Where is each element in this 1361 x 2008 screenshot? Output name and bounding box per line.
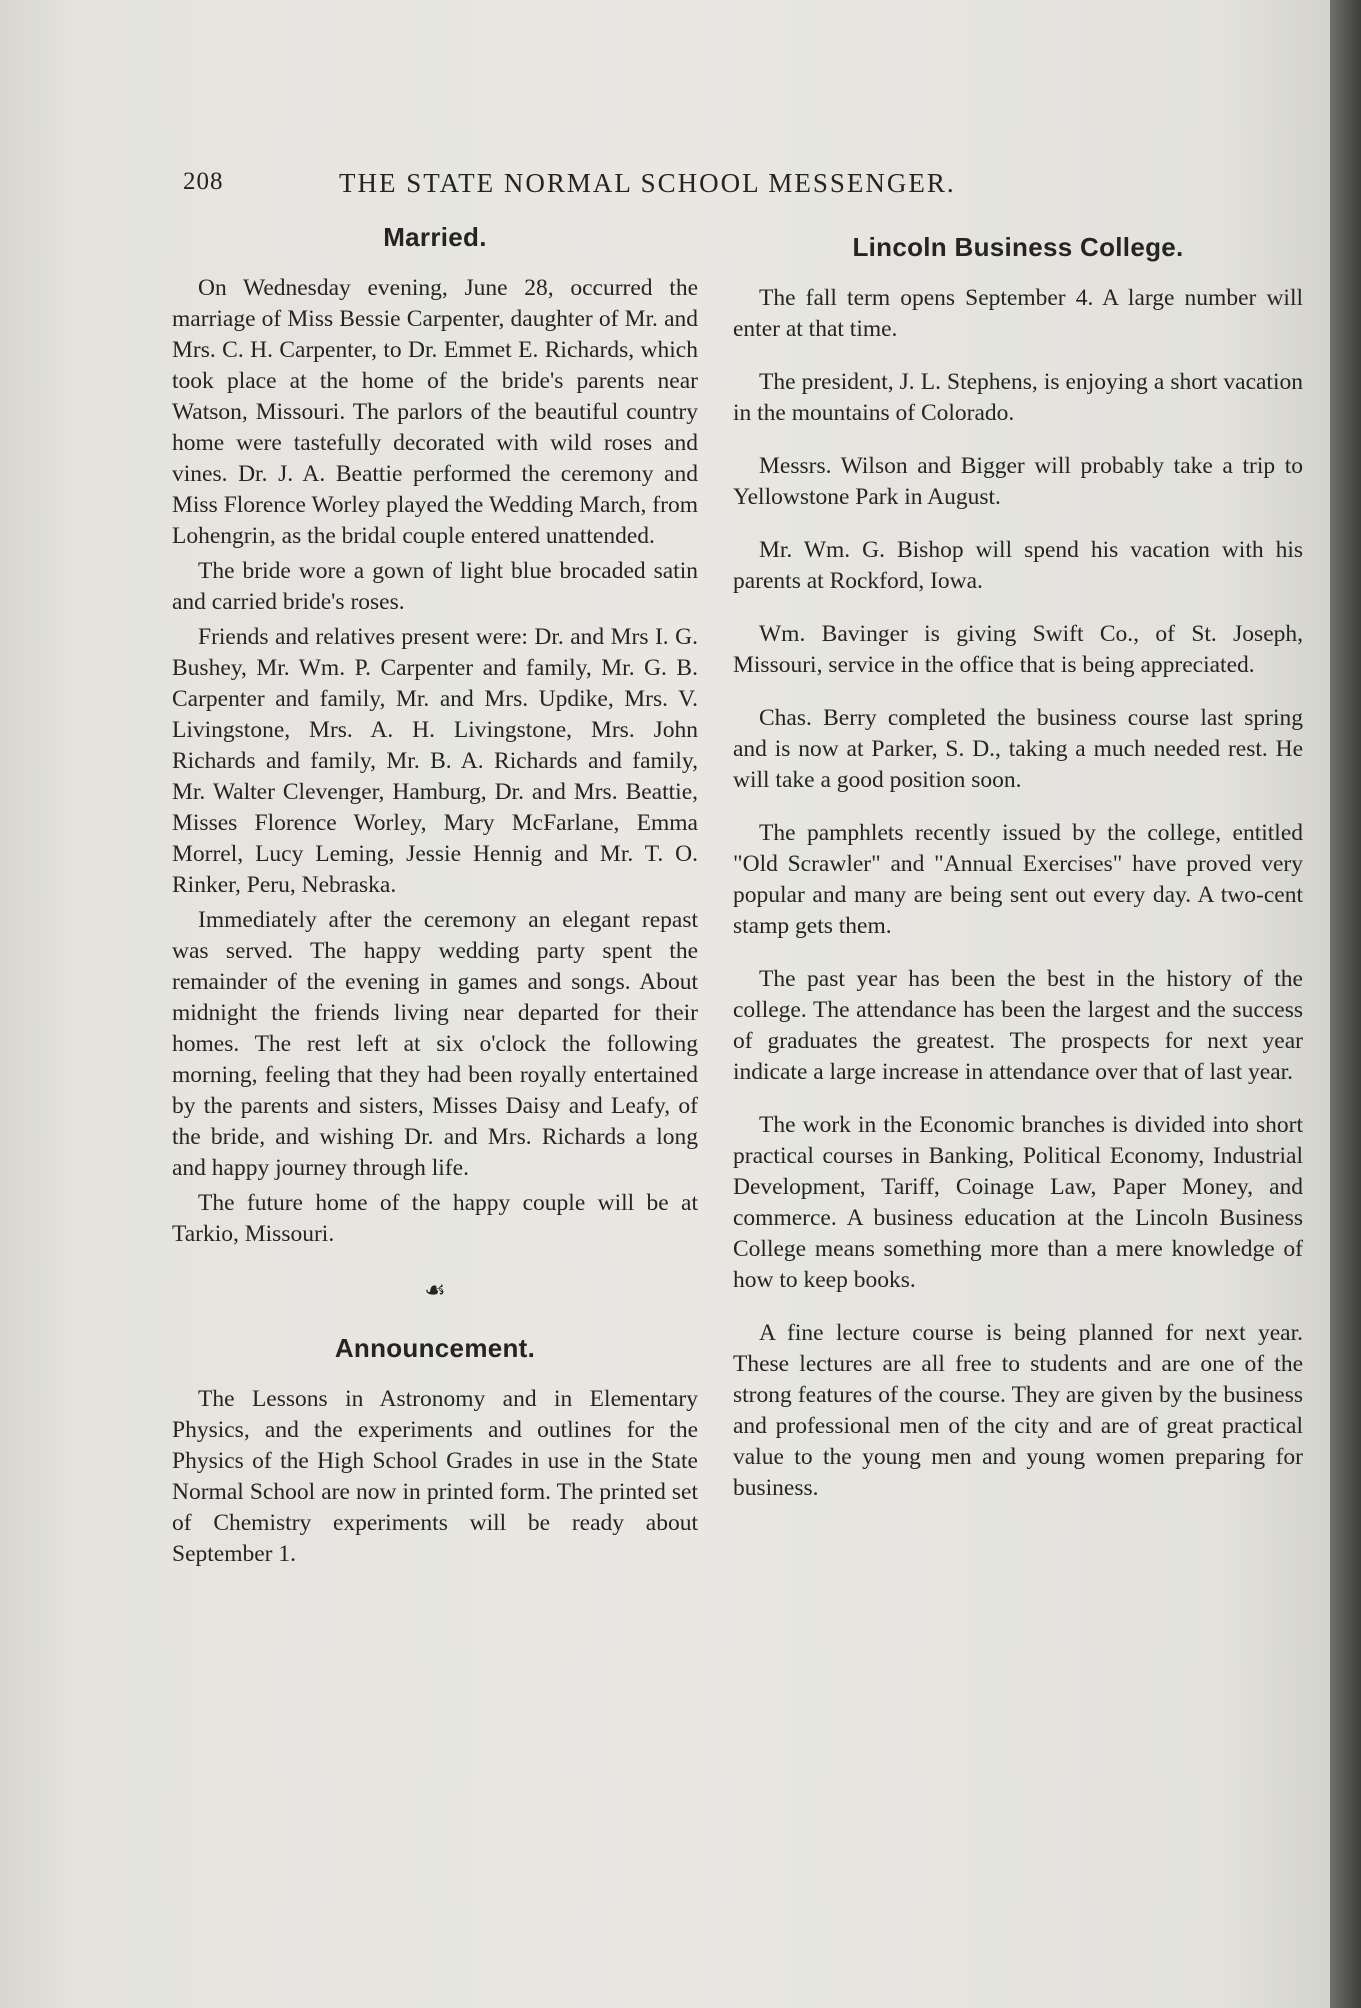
married-heading: Married.	[383, 222, 487, 252]
binding-edge	[1330, 0, 1361, 2008]
married-paragraph: Immediately after the ceremony an elegant repast was served. The happy wedding party spent the remainder of the evening in games and songs. About midnight the friends living near departed for their homes. The rest left at six o'clock the following morning, feeling that they had been royally entertained by the parents and sisters, Misses Daisy and Leafy, of the bride, and wishing Dr. and Mrs. Richards a long and happy journey through life.	[172, 907, 698, 1181]
lincoln-paragraph: The pamphlets recently issued by the college, entitled "Old Scrawler" and "Annual Exercises" have proved very popular and many are being sent out every day. A two-cent stamp gets them.	[733, 820, 1303, 939]
lincoln-paragraph: Wm. Bavinger is giving Swift Co., of St. Joseph, Missouri, service in the office that is being appreciated.	[733, 621, 1303, 678]
running-header	[183, 168, 1293, 208]
lincoln-paragraph: A fine lecture course is being planned for next year. These lectures are all free to students and are one of the strong features of the course. They are given by the business and professional men of the city and are of great practical value to the young men and young women preparing for business.	[733, 1320, 1303, 1501]
lincoln-college-article	[733, 232, 1303, 1504]
married-paragraph: The future home of the happy couple will be at Tarkio, Missouri.	[172, 1190, 698, 1247]
section-ornament: ☙	[424, 1278, 446, 1304]
married-article	[172, 222, 698, 1250]
lincoln-college-heading: Lincoln Business College.	[852, 232, 1184, 262]
lincoln-paragraph: The past year has been the best in the history of the college. The attendance has been the largest and the success of graduates the greatest. The prospects for next year indicate a large increase in attendance over that of last year.	[733, 966, 1303, 1085]
lincoln-paragraph: Messrs. Wilson and Bigger will probably take a trip to Yellowstone Park in August.	[733, 453, 1303, 510]
lincoln-paragraph: Chas. Berry completed the business course last spring and is now at Parker, S. D., taking a much needed rest. He will take a good position soon.	[733, 705, 1303, 793]
married-paragraph: Friends and relatives present were: Dr. and Mrs I. G. Bushey, Mr. Wm. P. Carpenter and family, Mr. G. B. Carpenter and family, Mr. and Mrs. Updike, Mrs. V. Livingstone, Mrs. A. H. Livingstone, Mrs. John Richards and family, Mr. B. A. Richards and family, Mr. Walter Clevenger, Hamburg, Dr. and Mrs. Beattie, Misses Florence Worley, Mary McFarlane, Emma Morrel, Lucy Leming, Jessie Hennig and Mr. T. O. Rinker, Peru, Nebraska.	[172, 624, 698, 898]
lincoln-paragraph: The fall term opens September 4. A large number will enter at that time.	[733, 285, 1303, 342]
lincoln-paragraph: Mr. Wm. G. Bishop will spend his vacation with his parents at Rockford, Iowa.	[733, 537, 1303, 594]
married-paragraph: The bride wore a gown of light blue brocaded satin and carried bride's roses.	[172, 558, 698, 615]
lincoln-paragraph: The president, J. L. Stephens, is enjoying a short vacation in the mountains of Colorado.	[733, 369, 1303, 426]
right-column	[733, 218, 1303, 1526]
announcement-heading: Announcement.	[334, 1333, 536, 1363]
married-paragraph: On Wednesday evening, June 28, occurred the marriage of Miss Bessie Carpenter, daughter of Mr. and Mrs. C. H. Carpenter, to Dr. Emmet E. Richards, which took place at the home of the bride's parents near Watson, Missouri. The parlors of the beautiful country home were tastefully decorated with wild roses and vines. Dr. J. A. Beattie performed the ceremony and Miss Florence Worley played the Wedding March, from Lohengrin, as the bridal couple entered unattended.	[172, 275, 698, 549]
announcement-article	[172, 1333, 698, 1570]
announcement-paragraph: The Lessons in Astronomy and in Elementary Physics, and the experiments and outlines for the Physics of the High School Grades in use in the State Normal School are now in printed form. The printed set of Chemistry experiments will be ready about September 1.	[172, 1386, 698, 1567]
page-number: 208	[183, 168, 224, 195]
lincoln-paragraph: The work in the Economic branches is divided into short practical courses in Banking, Political Economy, Industrial Development, Tariff, Coinage Law, Paper Money, and commerce. A business education at the Lincoln Business College means something more than a mere knowledge of how to keep books.	[733, 1112, 1303, 1293]
left-column	[172, 218, 698, 1574]
publication-title: THE STATE NORMAL SCHOOL MESSENGER.	[339, 168, 956, 198]
